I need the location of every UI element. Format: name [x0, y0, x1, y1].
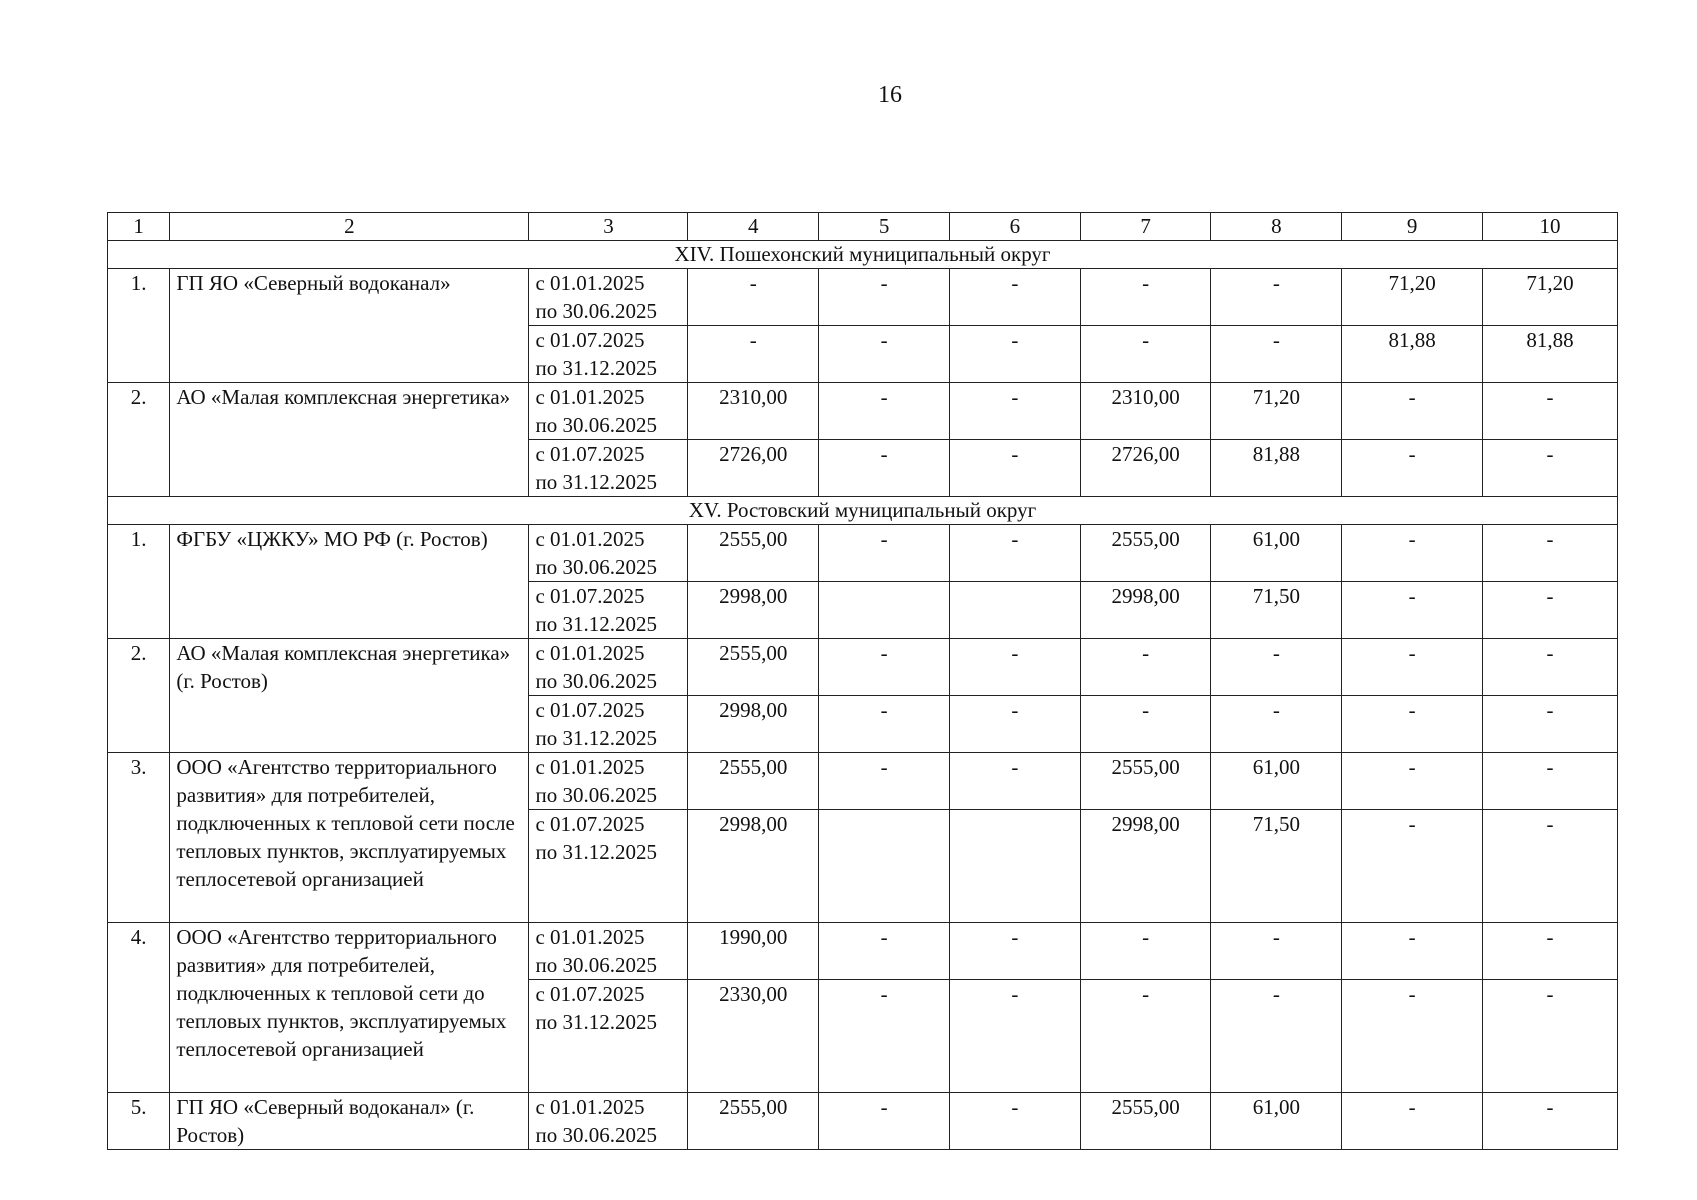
- period-line: с 01.07.2025: [535, 328, 645, 352]
- tariff-table-body: [108, 213, 1618, 1150]
- period-cell: [529, 582, 688, 639]
- value-cell: -: [1342, 923, 1483, 980]
- value-cell: -: [949, 269, 1080, 326]
- section-title: XIV. Пошехонский муниципальный округ: [108, 241, 1618, 269]
- value-cell: -: [949, 639, 1080, 696]
- table-row: [108, 525, 1618, 582]
- period-line: по 31.12.2025: [535, 840, 657, 864]
- period-line: по 31.12.2025: [535, 356, 657, 380]
- value-cell: 2555,00: [688, 525, 819, 582]
- value-cell: -: [1342, 639, 1483, 696]
- value-cell: -: [1211, 980, 1342, 1093]
- value-cell: [949, 582, 1080, 639]
- value-cell: -: [819, 923, 950, 980]
- value-cell: 2555,00: [1080, 1093, 1211, 1150]
- value-cell: -: [1483, 810, 1618, 923]
- value-cell: -: [1483, 696, 1618, 753]
- period-line: по 31.12.2025: [535, 726, 657, 750]
- value-cell: 71,50: [1211, 810, 1342, 923]
- value-cell: -: [1342, 383, 1483, 440]
- period-line: с 01.01.2025: [535, 385, 645, 409]
- entry-number: 5.: [108, 1093, 170, 1150]
- period-cell: [529, 383, 688, 440]
- entry-number: 1.: [108, 525, 170, 639]
- value-cell: 2998,00: [1080, 810, 1211, 923]
- page-number: 16: [878, 82, 902, 108]
- organization-name: ГП ЯО «Северный водоканал» (г. Ростов): [170, 1093, 529, 1150]
- period-line: по 31.12.2025: [535, 612, 657, 636]
- period-line: с 01.07.2025: [535, 442, 645, 466]
- value-cell: 2310,00: [688, 383, 819, 440]
- value-cell: 61,00: [1211, 753, 1342, 810]
- value-cell: -: [1080, 269, 1211, 326]
- value-cell: -: [1342, 696, 1483, 753]
- value-cell: -: [949, 753, 1080, 810]
- value-cell: -: [1080, 639, 1211, 696]
- value-cell: -: [1342, 980, 1483, 1093]
- value-cell: 61,00: [1211, 525, 1342, 582]
- period-line: по 30.06.2025: [535, 669, 657, 693]
- value-cell: -: [949, 440, 1080, 497]
- period-line: по 30.06.2025: [535, 555, 657, 579]
- period-line: по 31.12.2025: [535, 1010, 657, 1034]
- value-cell: -: [819, 639, 950, 696]
- value-cell: -: [1483, 753, 1618, 810]
- period-line: с 01.01.2025: [535, 755, 645, 779]
- value-cell: -: [1211, 923, 1342, 980]
- organization-name: АО «Малая комплексная энергетика»: [170, 383, 529, 497]
- value-cell: -: [949, 383, 1080, 440]
- period-line: с 01.07.2025: [535, 698, 645, 722]
- period-line: с 01.07.2025: [535, 982, 645, 1006]
- value-cell: 2555,00: [1080, 525, 1211, 582]
- value-cell: 2998,00: [688, 696, 819, 753]
- table-row: [108, 269, 1618, 326]
- entry-number: 3.: [108, 753, 170, 923]
- column-header: 1: [108, 213, 170, 241]
- column-header: 7: [1080, 213, 1211, 241]
- period-cell: [529, 440, 688, 497]
- organization-name: ФГБУ «ЦЖКУ» МО РФ (г. Ростов): [170, 525, 529, 639]
- entry-number: 2.: [108, 639, 170, 753]
- period-line: по 30.06.2025: [535, 953, 657, 977]
- section-title: XV. Ростовский муниципальный округ: [108, 497, 1618, 525]
- value-cell: 71,20: [1483, 269, 1618, 326]
- value-cell: 2555,00: [688, 753, 819, 810]
- value-cell: [819, 582, 950, 639]
- value-cell: 81,88: [1211, 440, 1342, 497]
- table-row: [108, 383, 1618, 440]
- value-cell: -: [688, 269, 819, 326]
- table-row: [108, 639, 1618, 696]
- value-cell: 71,20: [1342, 269, 1483, 326]
- value-cell: -: [1483, 639, 1618, 696]
- entry-number: 2.: [108, 383, 170, 497]
- column-header: 4: [688, 213, 819, 241]
- value-cell: -: [819, 525, 950, 582]
- value-cell: -: [1080, 980, 1211, 1093]
- table-row: [108, 923, 1618, 980]
- value-cell: -: [1080, 696, 1211, 753]
- organization-name: ООО «Агентство территориального развития» для потребителей, подключенных к тепловой сети после тепловых пунктов, эксплуатируемых теплосетевой организацией: [170, 753, 529, 923]
- organization-name: ООО «Агентство территориального развития» для потребителей, подключенных к тепловой сети до тепловых пунктов, эксплуатируемых теплосетевой организацией: [170, 923, 529, 1093]
- value-cell: 2555,00: [688, 639, 819, 696]
- value-cell: 2998,00: [1080, 582, 1211, 639]
- period-cell: [529, 696, 688, 753]
- value-cell: 2726,00: [1080, 440, 1211, 497]
- value-cell: -: [819, 1093, 950, 1150]
- period-line: по 30.06.2025: [535, 1123, 657, 1147]
- period-line: с 01.01.2025: [535, 527, 645, 551]
- value-cell: [949, 810, 1080, 923]
- value-cell: [819, 810, 950, 923]
- period-line: по 30.06.2025: [535, 299, 657, 323]
- period-cell: [529, 1093, 688, 1150]
- value-cell: 61,00: [1211, 1093, 1342, 1150]
- value-cell: -: [1483, 582, 1618, 639]
- period-cell: [529, 639, 688, 696]
- value-cell: -: [819, 696, 950, 753]
- period-line: с 01.07.2025: [535, 812, 645, 836]
- value-cell: -: [819, 269, 950, 326]
- value-cell: -: [1211, 696, 1342, 753]
- value-cell: -: [1080, 923, 1211, 980]
- section-header-row: [108, 241, 1618, 269]
- period-line: с 01.01.2025: [535, 271, 645, 295]
- section-header-row: [108, 497, 1618, 525]
- column-header-row: [108, 213, 1618, 241]
- value-cell: -: [1342, 525, 1483, 582]
- value-cell: -: [819, 326, 950, 383]
- value-cell: -: [1080, 326, 1211, 383]
- value-cell: -: [949, 525, 1080, 582]
- value-cell: -: [1483, 1093, 1618, 1150]
- value-cell: 2310,00: [1080, 383, 1211, 440]
- value-cell: -: [1342, 582, 1483, 639]
- value-cell: -: [1211, 326, 1342, 383]
- value-cell: 2998,00: [688, 582, 819, 639]
- period-cell: [529, 326, 688, 383]
- value-cell: -: [1211, 639, 1342, 696]
- value-cell: -: [819, 753, 950, 810]
- period-line: по 30.06.2025: [535, 783, 657, 807]
- period-line: по 31.12.2025: [535, 470, 657, 494]
- period-cell: [529, 525, 688, 582]
- column-header: 8: [1211, 213, 1342, 241]
- period-cell: [529, 753, 688, 810]
- column-header: 9: [1342, 213, 1483, 241]
- value-cell: 81,88: [1483, 326, 1618, 383]
- period-line: с 01.01.2025: [535, 1095, 645, 1119]
- value-cell: -: [1483, 440, 1618, 497]
- value-cell: -: [1483, 525, 1618, 582]
- value-cell: -: [819, 440, 950, 497]
- value-cell: 2726,00: [688, 440, 819, 497]
- period-line: с 01.07.2025: [535, 584, 645, 608]
- value-cell: -: [949, 326, 1080, 383]
- value-cell: 71,20: [1211, 383, 1342, 440]
- value-cell: -: [1483, 923, 1618, 980]
- value-cell: -: [1342, 440, 1483, 497]
- value-cell: -: [949, 696, 1080, 753]
- column-header: 3: [529, 213, 688, 241]
- value-cell: -: [1483, 980, 1618, 1093]
- tariff-table: [107, 212, 1618, 1150]
- organization-name: ГП ЯО «Северный водоканал»: [170, 269, 529, 383]
- table-row: [108, 1093, 1618, 1150]
- value-cell: 2998,00: [688, 810, 819, 923]
- period-line: с 01.01.2025: [535, 641, 645, 665]
- value-cell: -: [949, 980, 1080, 1093]
- value-cell: -: [1211, 269, 1342, 326]
- organization-name: АО «Малая комплексная энергетика» (г. Ростов): [170, 639, 529, 753]
- column-header: 6: [949, 213, 1080, 241]
- value-cell: -: [949, 1093, 1080, 1150]
- period-line: с 01.01.2025: [535, 925, 645, 949]
- value-cell: 2555,00: [688, 1093, 819, 1150]
- value-cell: 1990,00: [688, 923, 819, 980]
- column-header: 2: [170, 213, 529, 241]
- column-header: 10: [1483, 213, 1618, 241]
- value-cell: -: [688, 326, 819, 383]
- period-cell: [529, 810, 688, 923]
- value-cell: 2555,00: [1080, 753, 1211, 810]
- value-cell: 2330,00: [688, 980, 819, 1093]
- value-cell: -: [1483, 383, 1618, 440]
- entry-number: 1.: [108, 269, 170, 383]
- period-cell: [529, 980, 688, 1093]
- value-cell: -: [1342, 1093, 1483, 1150]
- value-cell: 71,50: [1211, 582, 1342, 639]
- entry-number: 4.: [108, 923, 170, 1093]
- value-cell: -: [1342, 753, 1483, 810]
- value-cell: -: [819, 383, 950, 440]
- value-cell: -: [819, 980, 950, 1093]
- value-cell: -: [949, 923, 1080, 980]
- period-cell: [529, 923, 688, 980]
- value-cell: 81,88: [1342, 326, 1483, 383]
- value-cell: -: [1342, 810, 1483, 923]
- period-cell: [529, 269, 688, 326]
- column-header: 5: [819, 213, 950, 241]
- table-row: [108, 753, 1618, 810]
- period-line: по 30.06.2025: [535, 413, 657, 437]
